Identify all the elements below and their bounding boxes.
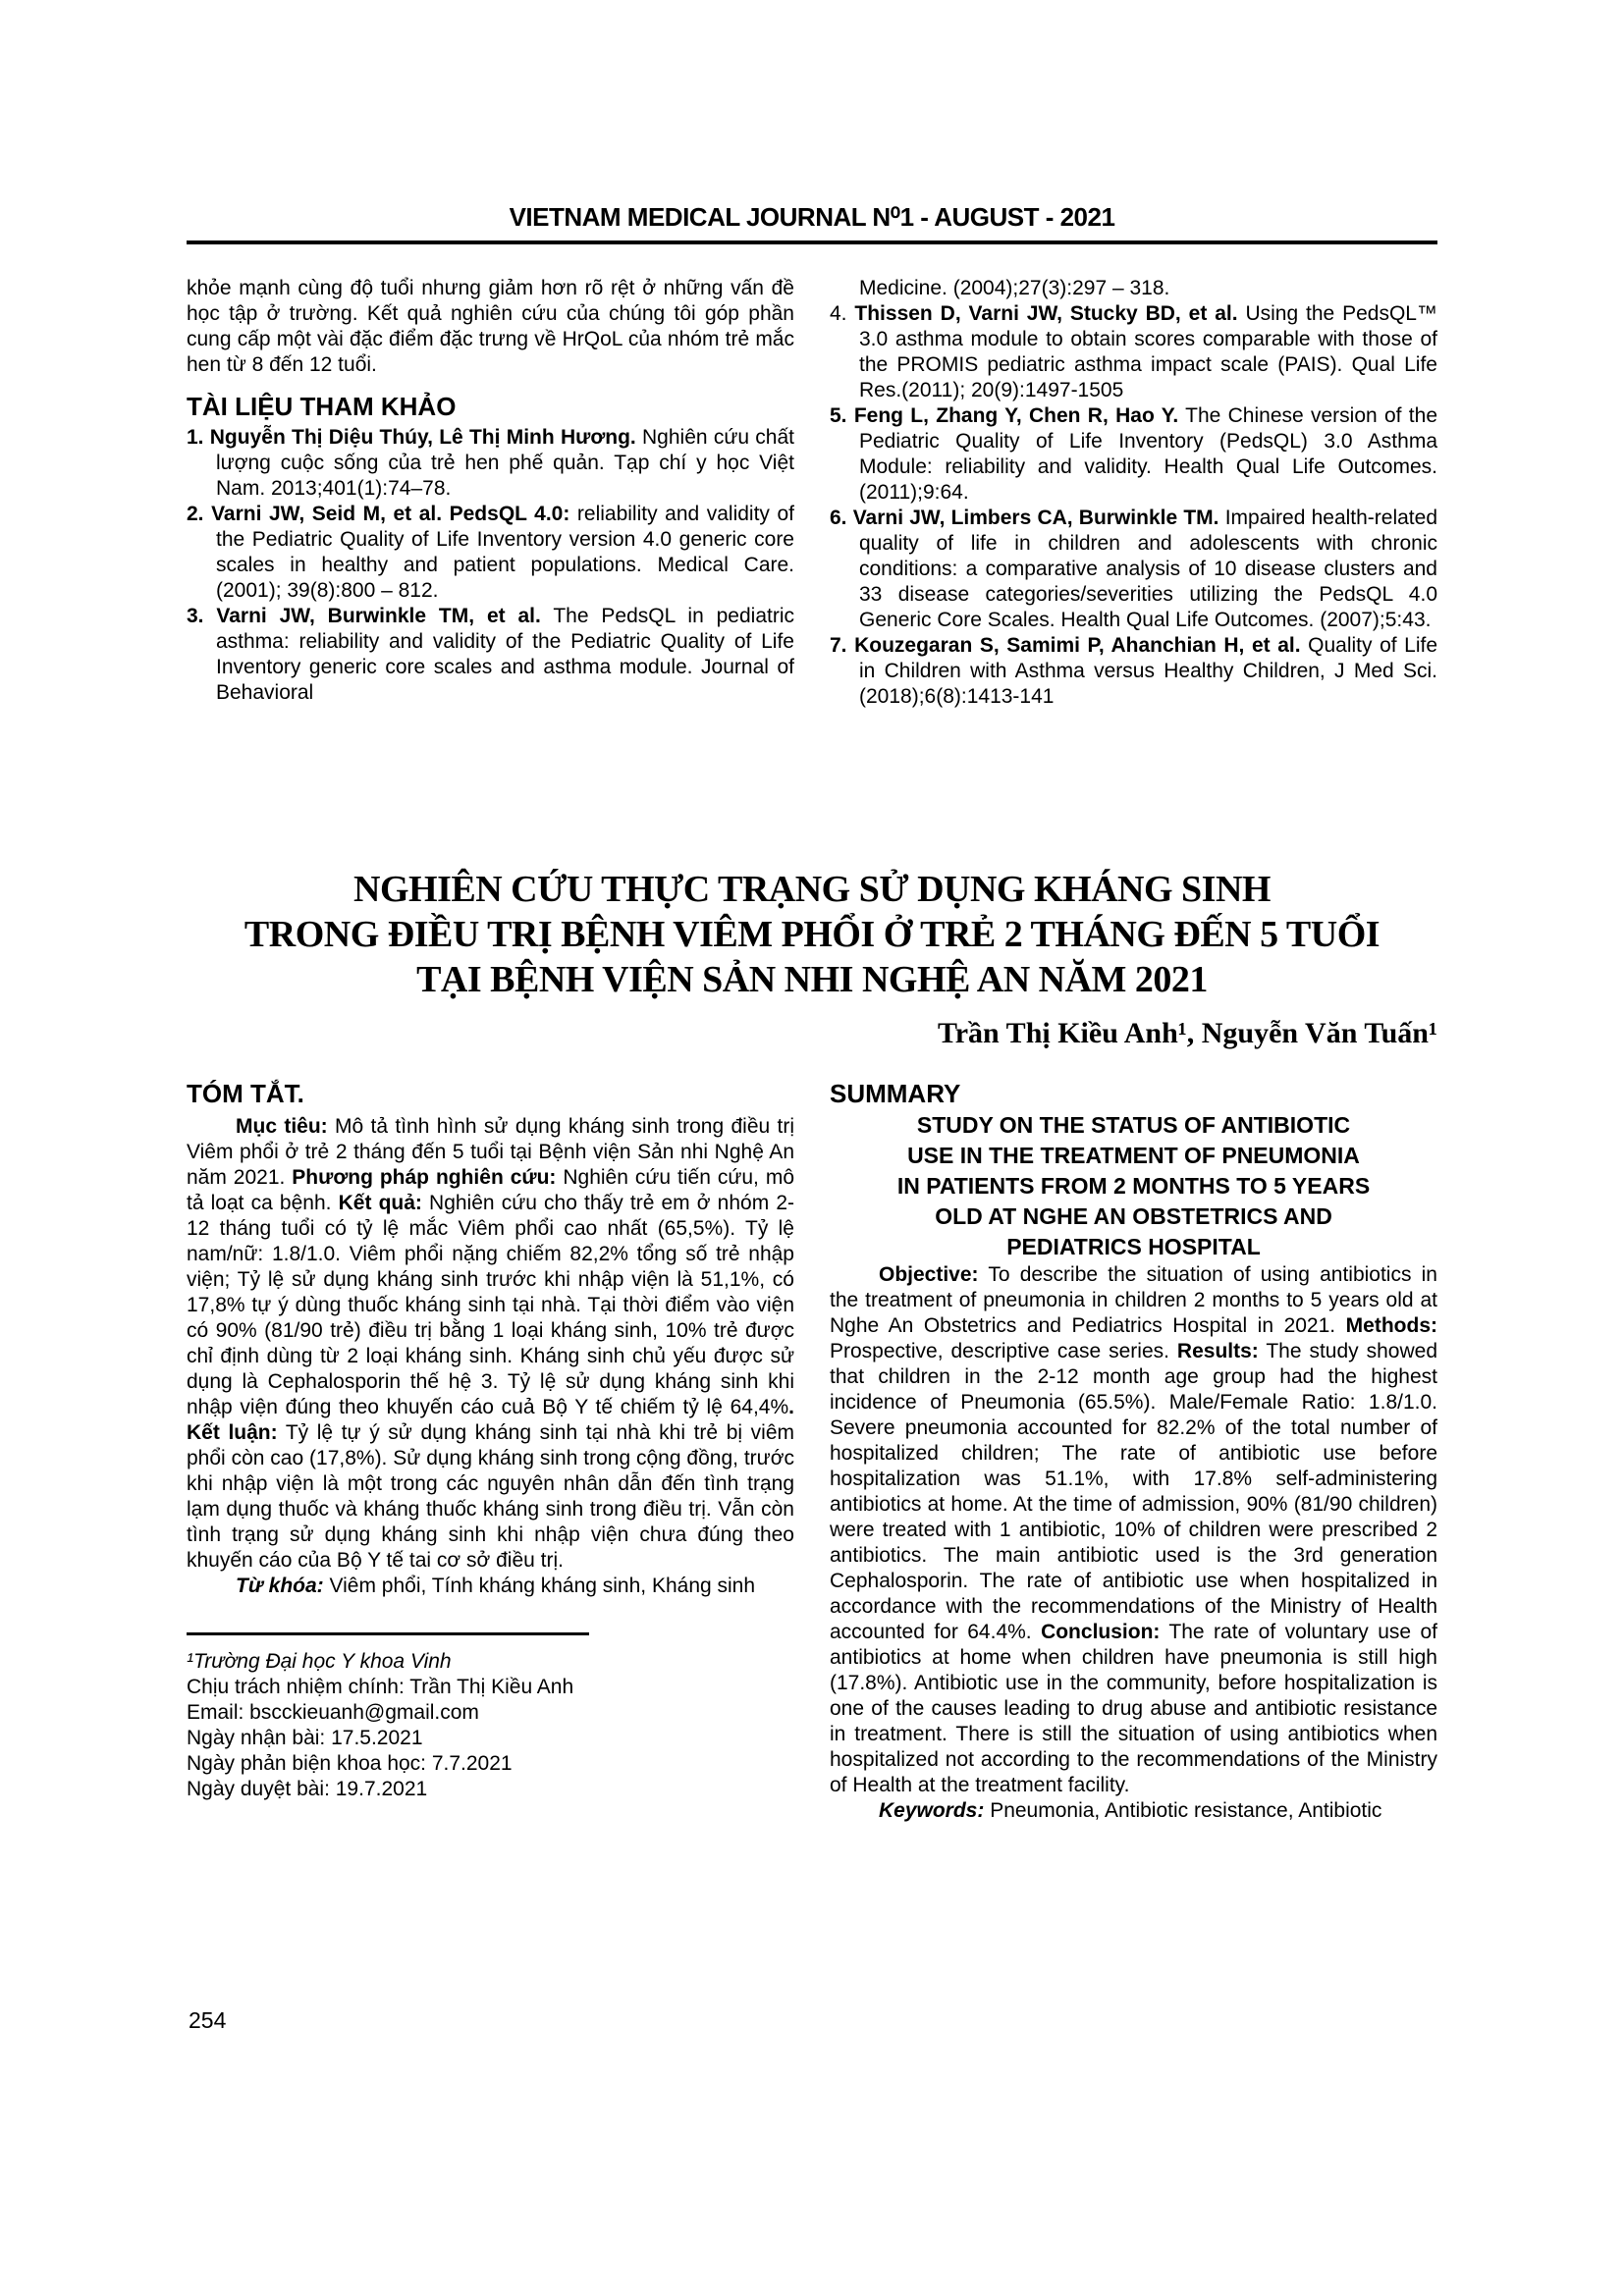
en-summary-title-line: STUDY ON THE STATUS OF ANTIBIOTIC: [916, 1112, 1351, 1138]
article-title-line: TRONG ĐIỀU TRỊ BỆNH VIÊM PHỔI Ở TRẺ 2 THÁNG ĐẾN 5 TUỔI: [244, 914, 1380, 955]
reference-item: 4. Thissen D, Varni JW, Stucky BD, et al. Using the PedsQL™ 3.0 asthma module to obtain scores comparable with those of the PROMIS pediatric asthma impact scale (PAIS). Qual Life Res.(2011); 20(9):1497-1505: [830, 302, 1437, 401]
en-summary-title-line: PEDIATRICS HOSPITAL: [1006, 1234, 1261, 1259]
article-title-line: TẠI BỆNH VIỆN SẢN NHI NGHỆ AN NĂM 2021: [416, 959, 1208, 1000]
en-keywords: Keywords: Pneumonia, Antibiotic resistance, Antibiotic: [879, 1799, 1382, 1822]
closing-paragraph: khỏe mạnh cùng độ tuổi nhưng giảm hơn rõ rệt ở những vấn đề học tập ở trường. Kết quả nghiên cứu của chúng tôi góp phần cung cấp một vài đặc điểm đặc trưng về HrQoL của nhóm trẻ mắc hen từ 8 đến 12 tuổi.: [187, 277, 794, 376]
reference-item: 5. Feng L, Zhang Y, Chen R, Hao Y. The Chinese version of the Pediatric Quality of Life Inventory (PedsQL) 3.0 Asthma Module: reliability and validity. Health Qual Life Outcomes. (2011);9:64.: [830, 404, 1437, 504]
footnote-line: Ngày nhận bài: 17.5.2021: [187, 1727, 423, 1749]
vi-keywords: Từ khóa: Viêm phổi, Tính kháng kháng sinh, Kháng sinh: [236, 1575, 756, 1597]
reference-item: 1. Nguyễn Thị Diệu Thúy, Lê Thị Minh Hương. Nghiên cứu chất lượng cuộc sống của trẻ hen phế quản. Tạp chí y học Việt Nam. 2013;401(1):74–78.: [187, 426, 795, 500]
references-heading: TÀI LIỆU THAM KHẢO: [187, 392, 457, 421]
footnote-line: Ngày duyệt bài: 19.7.2021: [187, 1778, 428, 1800]
vi-abstract-body: Mục tiêu: Mô tả tình hình sử dụng kháng sinh trong điều trị Viêm phổi ở trẻ 2 tháng đến 5 tuổi tại Bệnh viện Sản nhi Nghệ An năm 2021. Phương pháp nghiên cứu: Nghiên cứu tiến cứu, mô tả loạt ca bệnh. Kết quả: Nghiên cứu cho thấy trẻ em ở nhóm 2-12 tháng tuổi có tỷ lệ mắc Viêm phổi cao nhất (65,5%). Tỷ lệ nam/nữ: 1.8/1.0. Viêm phổi nặng chiếm 82,2% tổng số trẻ nhập viện; Tỷ lệ sử dụng kháng sinh trước khi nhập viện là 51,1%, có 17,8% tự ý dùng thuốc kháng sinh tại nhà. Tại thời điểm vào viện có 90% (81/90 trẻ) điều trị bằng 1 loại kháng sinh, 10% trẻ được chỉ định dùng từ 2 loại kháng sinh. Kháng sinh chủ yếu được sử dụng là Cephalosporin thế hệ 3. Tỷ lệ sử dụng kháng sinh khi nhập viện đúng theo khuyến cáo cuả Bộ Y tế chiếm tỷ lệ 64,4%. Kết luận: Tỷ lệ tự ý sử dụng kháng sinh tại nhà khi trẻ bị viêm phổi còn cao (17,8%). Sử dụng kháng sinh trong cộng đồng, trước khi nhập viện là một trong các nguyên nhân dẫn đến tình trạng lạm dụng thuốc và kháng thuốc kháng sinh trong điều trị. Vẫn còn tình trạng sử dụng kháng sinh khi nhập viện chưa đúng theo khuyến cáo của Bộ Y tế tai cơ sở điều trị.: [187, 1115, 795, 1572]
footnote-line: Ngày phản biện khoa học: 7.7.2021: [187, 1752, 513, 1775]
en-abstract-body: Objective: To describe the situation of using antibiotics in the treatment of pneumonia in children 2 months to 5 years old at Nghe An Obstetrics and Pediatrics Hospital in 2021. Methods: Prospective, descriptive case series. Results: The study showed that children in the 2-12 month age group had the highest incidence of Pneumonia (65.5%). Male/Female Ratio: 1.8/1.0. Severe pneumonia accounted for 82.2% of the total number of hospitalized children; The rate of antibiotic use before hospitalization was 51.1%, with 17.8% self-administering antibiotics at home. At the time of admission, 90% (81/90 children) were treated with 1 antibiotic, 10% of children were prescribed 2 antibiotics. The main antibiotic used is the 3rd generation Cephalosporin. The rate of antibiotic use when hospitalized in accordance with the recommendations of the Ministry of Health accounted for 64.4%. Conclusion: The rate of voluntary use of antibiotics at home when children have pneumonia is still high (17.8%). Antibiotic use in the community, before hospitalization is one of the causes leading to drug abuse and antibiotic resistance in treatment. There is still the situation of using antibiotics when hospitalized not according to the recommendations of the Ministry of Health at the treatment facility.: [830, 1263, 1437, 1796]
reference-item: 3. Varni JW, Burwinkle TM, et al. The PedsQL in pediatric asthma: reliability and validity of the Pediatric Quality of Life Inventory generic core scales and asthma module. Journal of Behavioral: [187, 605, 794, 704]
article-title-line: NGHIÊN CỨU THỰC TRẠNG SỬ DỤNG KHÁNG SINH: [353, 869, 1271, 910]
footnote-line: Chịu trách nhiệm chính: Trần Thị Kiều Anh: [187, 1676, 574, 1698]
footnote-rule: [187, 1632, 589, 1635]
authors-line: Trần Thị Kiều Anh¹, Nguyễn Văn Tuấn¹: [937, 1017, 1437, 1049]
footnote-line: Email: bscckieuanh@gmail.com: [187, 1701, 479, 1724]
article-title-block: [187, 867, 1437, 1002]
reference-continuation: Medicine. (2004);27(3):297 – 318.: [859, 277, 1170, 299]
header-rule: [187, 240, 1437, 244]
reference-item: 7. Kouzegaran S, Samimi P, Ahanchian H, et al. Quality of Life in Children with Asthma versus Healthy Children, J Med Sci. (2018);6(8):1413-141: [830, 634, 1438, 708]
page-number: 254: [189, 2007, 227, 2033]
en-summary-title-line: OLD AT NGHE AN OBSTETRICS AND: [935, 1203, 1332, 1229]
footnote-affiliation: ¹Trường Đại học Y khoa Vinh: [187, 1650, 452, 1673]
abstract-en-column: [830, 1079, 1437, 1824]
vi-abstract-heading: TÓM TẮT.: [187, 1079, 304, 1108]
abstract-section: [187, 1079, 1437, 1824]
en-summary-heading: SUMMARY: [830, 1079, 961, 1108]
en-summary-title-line: IN PATIENTS FROM 2 MONTHS TO 5 YEARS: [896, 1173, 1371, 1199]
references-right-column: [830, 276, 1437, 710]
en-summary-title: [830, 1110, 1437, 1262]
footnote-block: [187, 1632, 794, 1802]
reference-item: 2. Varni JW, Seid M, et al. PedsQL 4.0: reliability and validity of the Pediatric Quality of Life Inventory version 4.0 generic core scales in healthy and patient populations. Medical Care. (2001); 39(8):800 – 812.: [187, 503, 794, 602]
en-summary-title-line: USE IN THE TREATMENT OF PNEUMONIA: [907, 1143, 1360, 1168]
abstract-vi-column: [187, 1079, 794, 1824]
reference-item: 6. Varni JW, Limbers CA, Burwinkle TM. Impaired health-related quality of life in children and adolescents with chronic conditions: a comparative analysis of 10 disease clusters and 33 disease categories/severities utilizing the PedsQL 4.0 Generic Core Scales. Health Qual Life Outcomes. (2007);5:43.: [830, 507, 1437, 631]
references-left-column: [187, 276, 794, 710]
journal-header-title: VIETNAM MEDICAL JOURNAL N⁰1 - AUGUST - 2021: [509, 202, 1115, 232]
references-section: [187, 276, 1437, 710]
